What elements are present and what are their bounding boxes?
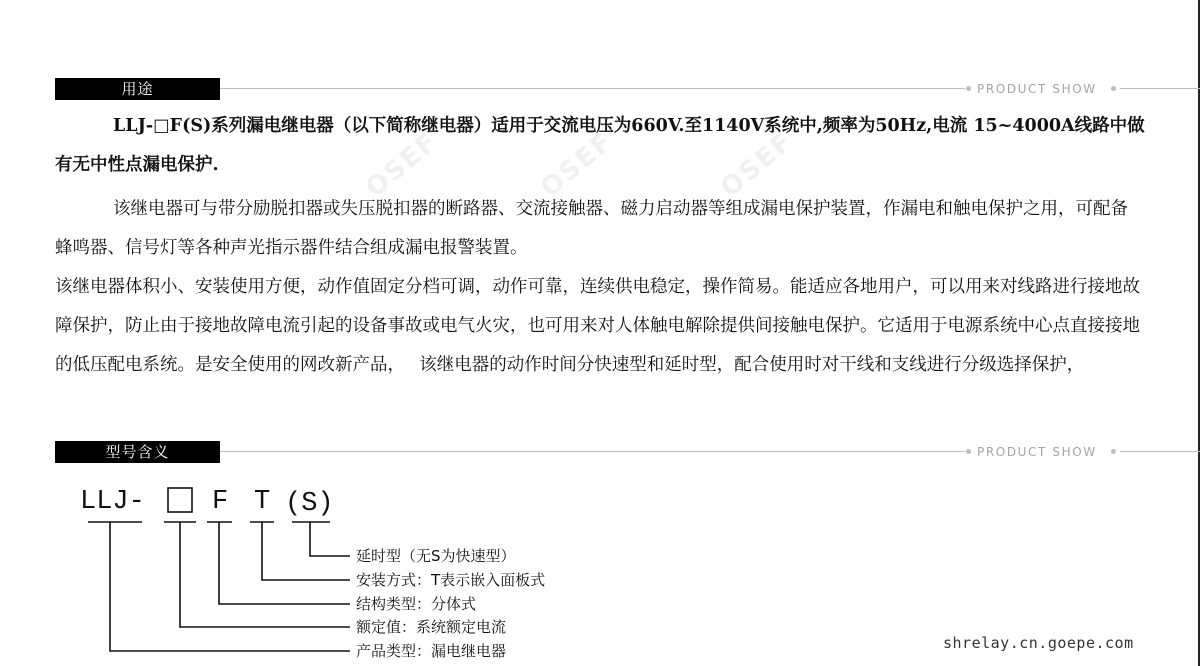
- legend-delay-type: 延时型（无S为快速型）: [356, 547, 516, 565]
- paragraph-combination: 该继电器可与带分励脱扣器或失压脱扣器的断路器、交流接触器、磁力启动器等组成漏电保护装置，作漏电和触电保护之用，可配备蜂鸣器、信号灯等各种声光指示器件结合组成漏电报警装置。: [55, 199, 1128, 258]
- legend-install-type: 安装方式：T表示嵌入面板式: [356, 571, 546, 589]
- watermark: OSEF: [715, 126, 800, 204]
- product-show-label: PRODUCT SHOW: [977, 445, 1097, 459]
- product-show-label: PRODUCT SHOW: [977, 82, 1097, 96]
- model-box: [168, 488, 192, 512]
- legend-rated-value: 额定值：系统额定电流: [356, 618, 507, 636]
- leader-lines: [110, 522, 350, 651]
- model-prefix: LLJ-: [80, 487, 145, 517]
- section-tag: 型号含义: [55, 441, 220, 463]
- leader-line: [262, 522, 350, 580]
- legend-structure-type: 结构类型：分体式: [356, 595, 477, 613]
- watermark: OSEF: [360, 126, 445, 204]
- legend-product-type: 产品类型：漏电继电器: [356, 642, 507, 660]
- leader-line: [180, 522, 350, 627]
- paragraph-usage: LLJ-□F(S)系列漏电继电器（以下简称继电器）适用于交流电压为660V.至1140V系统中,频率为50Hz,电流 15~4000A线路中做有无中性点漏电保护.: [55, 116, 1145, 175]
- model-f: F: [212, 487, 229, 517]
- leader-line: [219, 522, 350, 604]
- model-t: T: [254, 487, 271, 517]
- site-watermark-url: shrelay.cn.goepe.com: [943, 634, 1134, 652]
- leader-line: [110, 522, 350, 651]
- paragraph-features: 该继电器体积小、安装使用方便，动作值固定分档可调，动作可靠，连续供电稳定，操作简易。能适应各地用户，可以用来对线路进行接地故障保护，防止由于接地故障电流引起的设备事故或电气火灾，也可用来对人体触电解除提供间接触电保护。它适用于电源系统中心点直接接地的低压配电系统。是安全使用的网改新产品， 该继电器的动作时间分快速型和延时型，配合使用时对干线和支线进行分级选择保护，: [55, 277, 1140, 375]
- model-s: (S): [285, 489, 334, 519]
- leader-line: [310, 522, 350, 556]
- section-tag: 用途: [55, 78, 220, 100]
- watermark: OSEF: [535, 126, 620, 204]
